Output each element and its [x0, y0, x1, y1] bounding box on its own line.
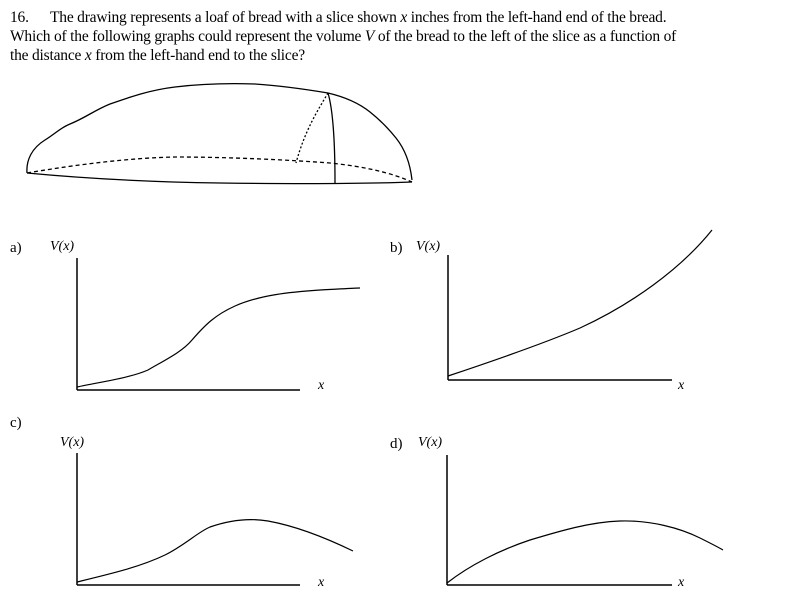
option-b-label[interactable]: b) [390, 240, 403, 256]
question-line3-a: the distance [10, 47, 85, 64]
option-a-label[interactable]: a) [10, 240, 22, 256]
graph-d [447, 455, 723, 585]
question-line2-a: Which of the following graphs could represent the volume [10, 28, 365, 45]
graph-c-y-label: V(x) [60, 435, 85, 450]
question-line2-b: of the bread to the left of the slice as a function of [374, 28, 677, 45]
graph-b-curve [448, 230, 712, 376]
slice-front-edge [328, 93, 335, 183]
graph-a [77, 258, 360, 390]
graph-a-x-label: x [318, 378, 325, 393]
graph-b-y-label: V(x) [416, 239, 441, 254]
question-line3-x: x [84, 47, 92, 64]
option-d-label[interactable]: d) [390, 436, 403, 452]
loaf-top-outline [27, 84, 412, 180]
question-line1-b: inches from the left-hand end of the bread. [407, 9, 667, 26]
graph-d-x-label: x [678, 575, 685, 590]
question-number: 16. [10, 9, 29, 26]
graph-a-y-label: V(x) [50, 239, 75, 254]
option-c-label[interactable]: c) [10, 415, 22, 431]
question-line2-v: V [364, 28, 375, 45]
question-line3-b: from the left-hand end to the slice? [91, 47, 305, 64]
graph-c [77, 453, 353, 585]
slice-hidden-edge [296, 93, 328, 163]
question-line1-a: The drawing represents a loaf of bread with a slice shown [50, 9, 401, 26]
graph-c-curve [77, 520, 353, 582]
question-line1-x: x [400, 9, 408, 26]
graph-c-x-label: x [318, 575, 325, 590]
graph-b [448, 230, 712, 380]
graph-b-x-label: x [678, 378, 685, 393]
graph-d-curve [447, 521, 723, 583]
loaf-bottom-outline [27, 173, 412, 184]
graph-d-y-label: V(x) [418, 435, 443, 450]
graph-a-curve [77, 288, 360, 387]
